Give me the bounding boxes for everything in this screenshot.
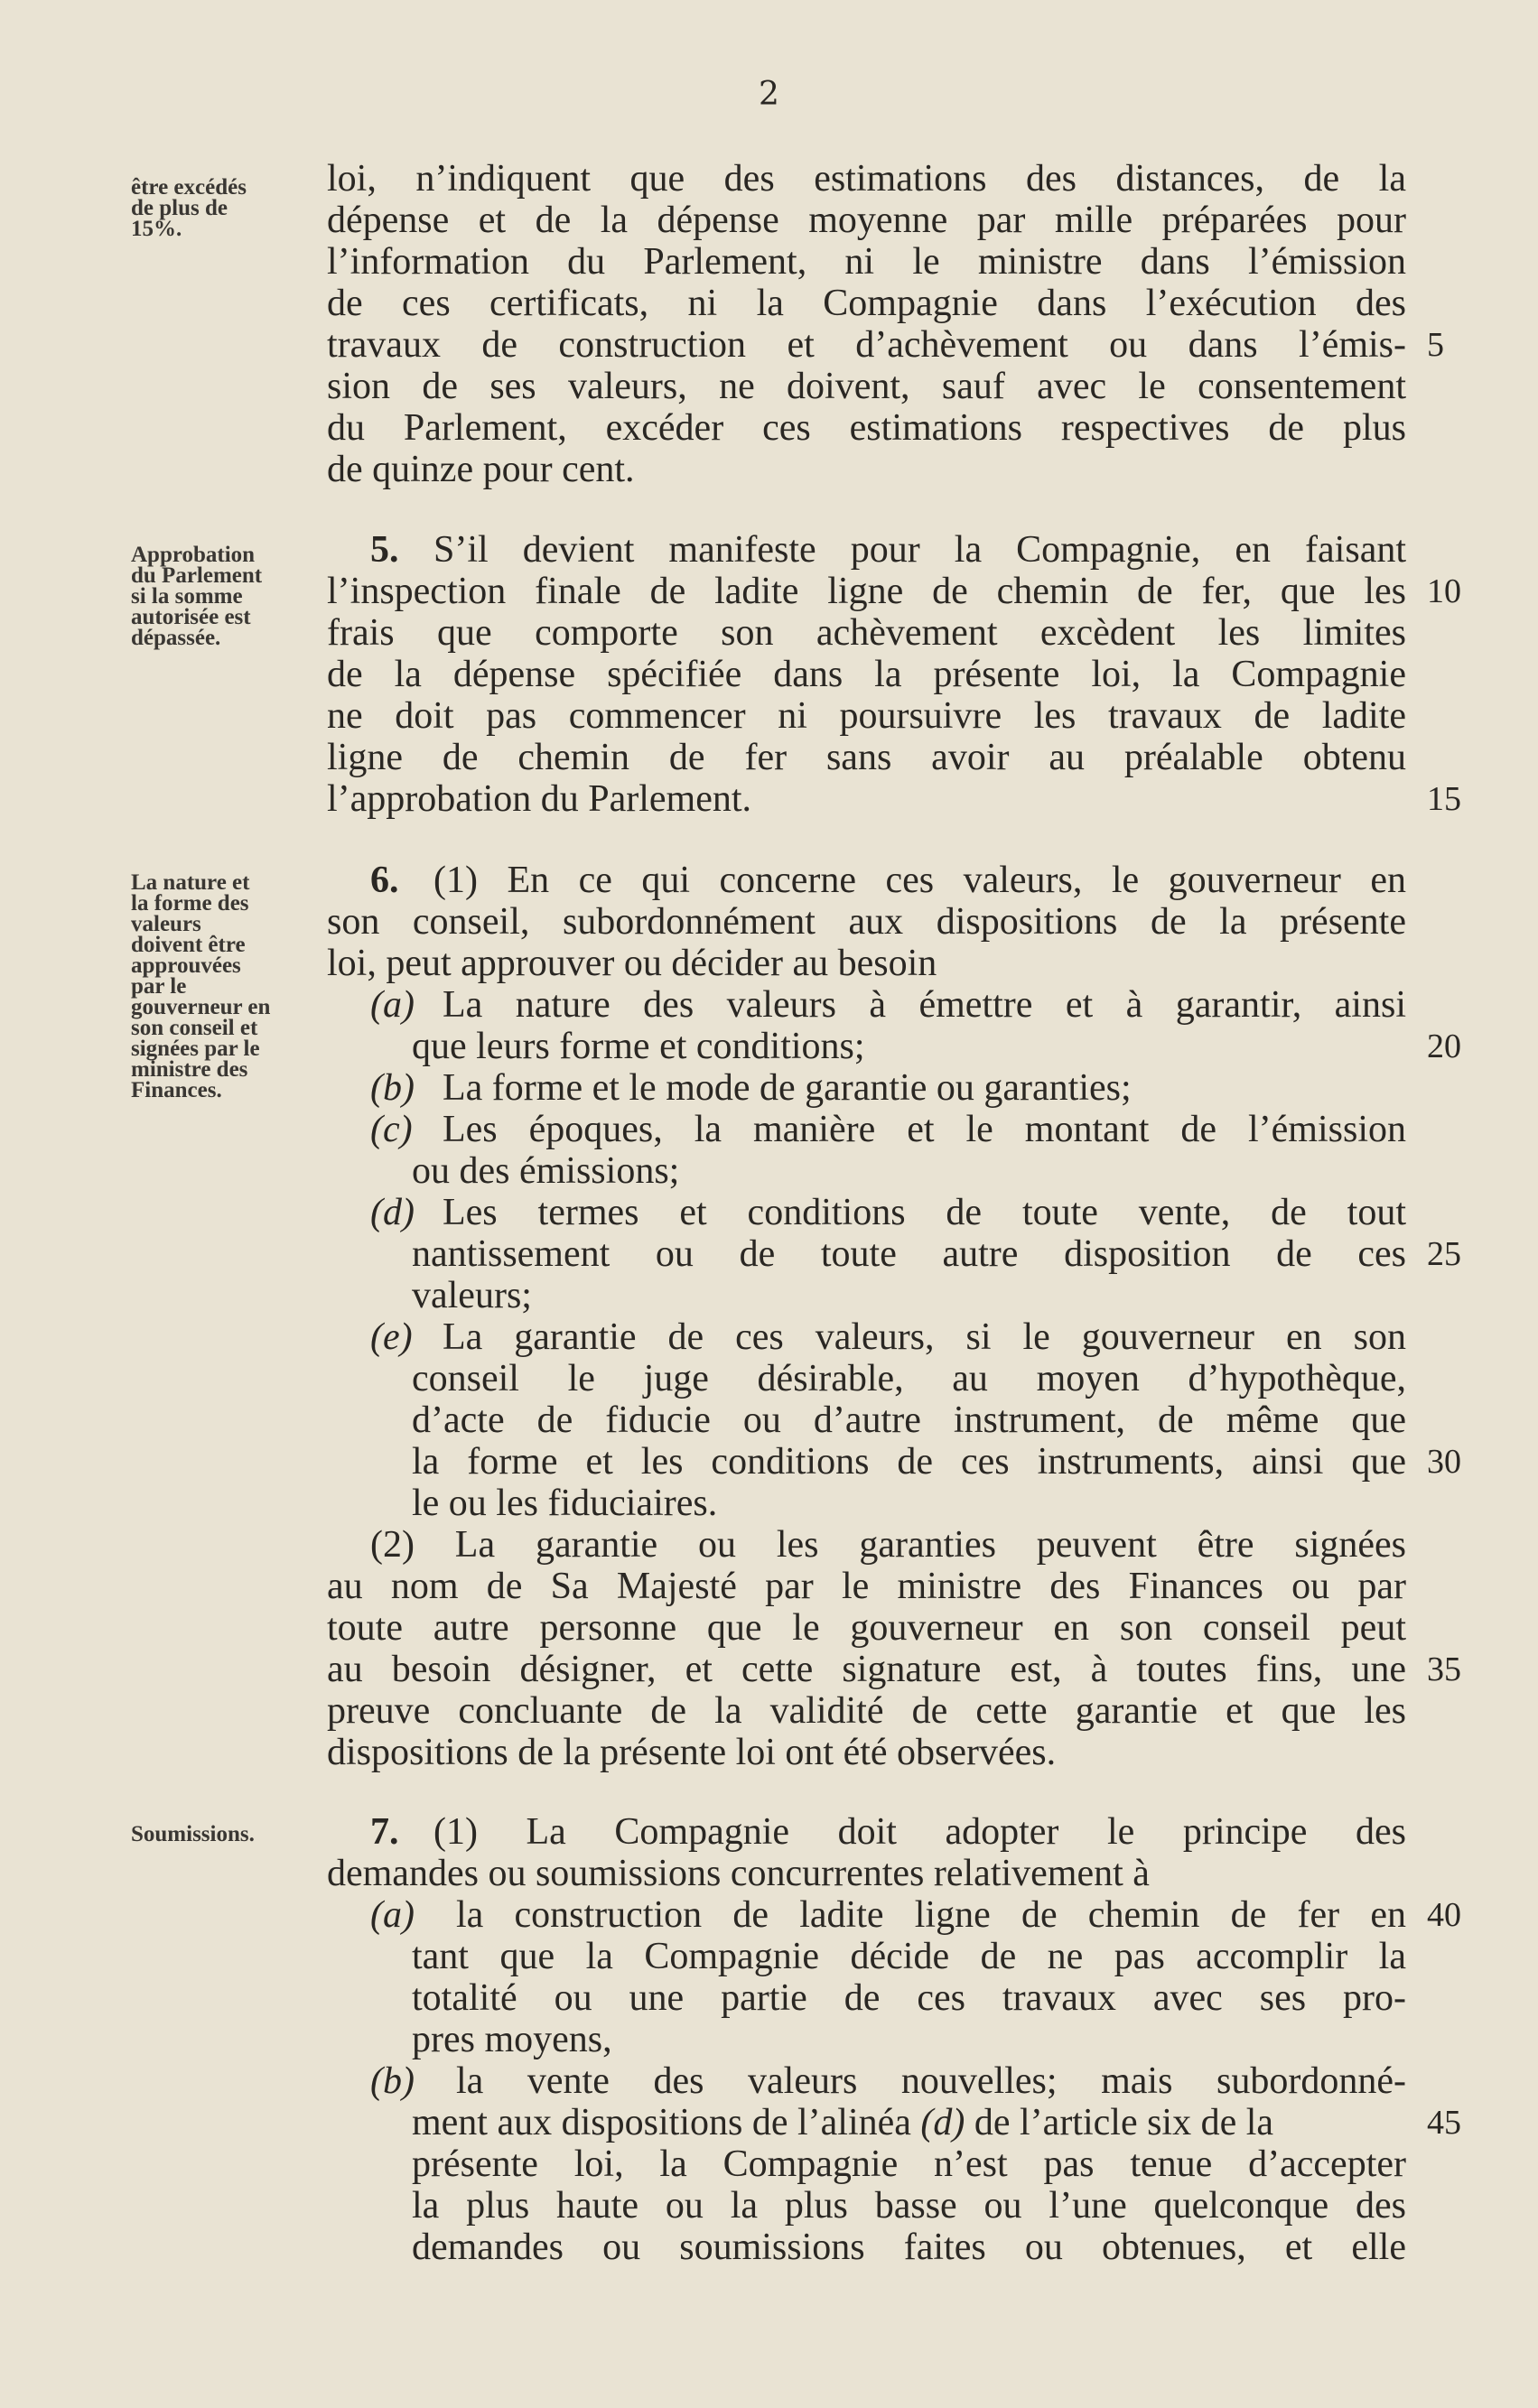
body-line: l’approbation du Parlement. [327, 778, 752, 820]
body-line: Les termes et conditions de toute vente, de tout [443, 1192, 1406, 1233]
body-line: son conseil, subordonnément aux dispositions de la présente [327, 901, 1406, 943]
body-line: tant que la Compagnie décide de ne pas accomplir la [412, 1936, 1406, 1977]
item-label-d: (d) [370, 1192, 415, 1233]
body-line: de la dépense spécifiée dans la présente loi, la Compagnie [327, 654, 1406, 695]
item-label [370, 1067, 415, 1109]
item-label [370, 984, 415, 1026]
body-line: d’acte de fiducie ou d’autre instrument, de même que [412, 1399, 1406, 1441]
body-line [412, 2102, 1273, 2143]
body-line: dépense et de la dépense moyenne par mille préparées pour [327, 200, 1406, 241]
body-line: totalité ou une partie de ces travaux avec ses pro- [412, 1977, 1406, 2019]
body-line: nantissement ou de toute autre disposition de ces [412, 1233, 1406, 1275]
body-line: la vente des valeurs nouvelles; mais subordonné- [456, 2060, 1406, 2102]
body-line: ne doit pas commencer ni poursuivre les travaux de ladite [327, 695, 1406, 737]
body-line-part: ment aux dispositions de l’alinéa [412, 2102, 911, 2143]
body-line: de quinze pour cent. [327, 449, 635, 490]
line-number: 25 [1427, 1235, 1461, 1273]
line-number: 30 [1427, 1443, 1461, 1481]
body-line: présente loi, la Compagnie n’est pas tenue d’accepter [412, 2143, 1406, 2185]
margin-note-limit: être excédés de plus de 15%. [131, 175, 247, 241]
body-line: toute autre personne que le gouverneur en son conseil peut [327, 1607, 1406, 1649]
margin-note-securities-nature: La nature et la forme des valeurs doivent être approuvées par le gouverneur en son conseil et signées par le ministre des Finances. [131, 870, 271, 1102]
body-line: la plus haute ou la plus basse ou l’une quelconque des [412, 2185, 1406, 2227]
section-number-5 [370, 529, 399, 571]
body-line: preuve concluante de la validité de cette garantie et que les [327, 1690, 1406, 1732]
body-line: valeurs; [412, 1275, 532, 1316]
body-line: loi, n’indiquent que des estimations des distances, de la [327, 158, 1406, 200]
body-line: travaux de construction et d’achèvement ou dans l’émis- [327, 324, 1406, 366]
body-line: le ou les fiduciaires. [412, 1483, 718, 1524]
body-line: La nature des valeurs à émettre et à garantir, ainsi [443, 984, 1406, 1026]
line-number: 10 [1427, 572, 1461, 610]
section-number: 6. [370, 860, 399, 901]
body-line: la forme et les conditions de ces instruments, ainsi que [412, 1441, 1406, 1483]
body-line: sion de ses valeurs, ne doivent, sauf avec le consentement [327, 366, 1406, 407]
item-label-d-ref: (d) [920, 2102, 965, 2143]
item-label-b: (b) [370, 2060, 415, 2102]
line-number: 5 [1427, 326, 1444, 364]
item-label-a: (a) [370, 984, 415, 1026]
body-line: loi, peut approuver ou décider au besoin [327, 943, 937, 984]
body-line: demandes ou soumissions faites ou obtenues, et elle [412, 2227, 1406, 2268]
body-line: ou des émissions; [412, 1150, 680, 1192]
body-line: au nom de Sa Majesté par le ministre des Finances ou par [327, 1566, 1406, 1607]
line-number: 35 [1427, 1650, 1461, 1688]
section-number: 7. [370, 1811, 399, 1853]
body-line: La forme et le mode de garantie ou garanties; [443, 1067, 1132, 1109]
body-line: (1) En ce qui concerne ces valeurs, le gouverneur en [433, 860, 1406, 901]
item-label-c: (c) [370, 1109, 413, 1150]
body-line: demandes ou soumissions concurrentes relativement à [327, 1853, 1150, 1894]
body-line: du Parlement, excéder ces estimations respectives de plus [327, 407, 1406, 449]
body-line: au besoin désigner, et cette signature est, à toutes fins, une [327, 1649, 1406, 1690]
item-label [370, 1894, 415, 1936]
line-number: 20 [1427, 1027, 1461, 1065]
body-line: ligne de chemin de fer sans avoir au préalable obtenu [327, 737, 1406, 778]
item-label [370, 2060, 415, 2102]
body-line: Les époques, la manière et le montant de l’émission [443, 1109, 1406, 1150]
item-label [370, 1109, 413, 1150]
line-number: 15 [1427, 780, 1461, 818]
item-label-a: (a) [370, 1894, 415, 1936]
margin-note-tenders: Soumissions. [131, 1822, 255, 1846]
item-label [370, 1316, 413, 1358]
margin-note-parliament-approval: Approbation du Parlement si la somme autorisée est dépassée. [131, 543, 263, 650]
page-number: 2 [759, 76, 779, 113]
body-line: conseil le juge désirable, au moyen d’hypothèque, [412, 1358, 1406, 1399]
body-line: S’il devient manifeste pour la Compagnie, en faisant [433, 529, 1406, 571]
line-number: 40 [1427, 1896, 1461, 1934]
body-line: frais que comporte son achèvement excèdent les limites [327, 612, 1406, 654]
body-line: La garantie de ces valeurs, si le gouverneur en son [443, 1316, 1406, 1358]
section-number-7 [370, 1811, 399, 1853]
body-line: (1) La Compagnie doit adopter le principe des [433, 1811, 1406, 1853]
body-line: dispositions de la présente loi ont été observées. [327, 1732, 1057, 1773]
body-line-part: de l’article six de la [974, 2102, 1274, 2143]
body-line: (2) La garantie ou les garanties peuvent être signées [370, 1524, 1406, 1566]
item-label-b: (b) [370, 1067, 415, 1109]
section-number: 5. [370, 529, 399, 571]
line-number: 45 [1427, 2104, 1461, 2142]
body-line: de ces certificats, ni la Compagnie dans l’exécution des [327, 283, 1406, 324]
body-line: l’inspection finale de ladite ligne de chemin de fer, que les [327, 571, 1406, 612]
section-number-6 [370, 860, 399, 901]
body-line: que leurs forme et conditions; [412, 1026, 865, 1067]
body-line: l’information du Parlement, ni le ministre dans l’émission [327, 241, 1406, 283]
body-line: la construction de ladite ligne de chemin de fer en [456, 1894, 1406, 1936]
body-line: pres moyens, [412, 2019, 612, 2060]
item-label-e: (e) [370, 1316, 413, 1358]
item-label [370, 1192, 415, 1233]
